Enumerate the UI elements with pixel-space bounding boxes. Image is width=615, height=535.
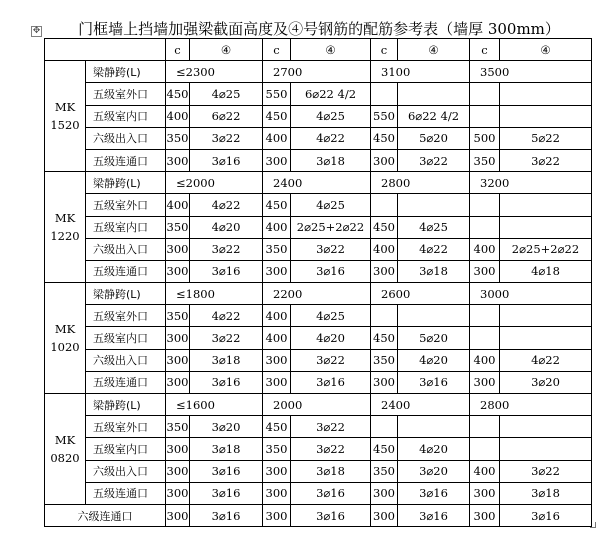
table-cell: 300 [263,260,291,282]
table-cell: 300 [166,460,190,482]
table-row [45,149,592,171]
table-cell [470,305,500,327]
span-label: 梁静跨(L) [86,283,166,305]
table-cell: 300 [263,371,291,393]
table-cell: 4⌀22 [291,127,371,149]
table-cell: 4⌀25 [291,305,371,327]
span-value: 2600 [371,283,470,305]
table-cell: 3⌀16 [190,260,263,282]
table-cell: 350 [166,127,190,149]
table-cell: 3⌀16 [291,260,371,282]
table-cell: 350 [263,238,291,260]
table-row [45,438,592,460]
table-cell: 3⌀22 [291,416,371,438]
table-cell [371,194,398,216]
table-cell: 300 [166,238,190,260]
table-cell: 4⌀18 [500,260,592,282]
span-value: ≤2300 [166,61,263,83]
table-cell: 450 [263,416,291,438]
table-cell: 450 [263,194,291,216]
table-cell: 4⌀22 [190,194,263,216]
table-cell: 450 [371,216,398,238]
table-cell: 3⌀16 [190,149,263,171]
span-value: 2800 [371,172,470,194]
table-cell: 4⌀25 [291,194,371,216]
table-cell: 300 [263,482,291,504]
table-cell: 3⌀16 [190,371,263,393]
table-cell: 4⌀20 [398,438,470,460]
table-cell: 350 [371,349,398,371]
table-row [45,327,592,349]
span-value: ≤1800 [166,283,263,305]
row-label: 五级室外口 [86,305,166,327]
table-cell: 350 [263,438,291,460]
table-cell [500,105,592,127]
table-cell [500,83,592,105]
table-cell: 3⌀22 [500,460,592,482]
row-label: 五级室外口 [86,83,166,105]
table-cell: 300 [371,482,398,504]
header-cell: ④ [398,39,470,61]
table-cell [470,327,500,349]
door-type-code: MK [54,432,76,447]
table-cell: 400 [263,327,291,349]
table-cell [371,416,398,438]
table-row [45,305,592,327]
row-label: 五级连通口 [86,260,166,282]
table-cell: 300 [166,349,190,371]
table-cell: 3⌀20 [398,460,470,482]
table-cell [500,216,592,238]
table-cell: 400 [470,238,500,260]
table-cell: 3⌀16 [500,504,592,526]
table-cell: 3⌀22 [190,238,263,260]
table-row [45,216,592,238]
table-cell: 350 [166,216,190,238]
table-cell [470,105,500,127]
table-cell: 3⌀16 [398,482,470,504]
table-cell: 4⌀25 [291,105,371,127]
door-type-size: 1220 [50,229,80,244]
table-cell: 300 [166,371,190,393]
table-cell: 400 [263,305,291,327]
span-label: 梁静跨(L) [86,61,166,83]
table-cell: 400 [263,216,291,238]
table-cell: 300 [263,149,291,171]
table-cell: 450 [371,327,398,349]
door-type-size: 0820 [50,450,80,465]
span-value: 3000 [470,283,592,305]
door-type-cell [45,172,86,283]
table-cell: 3⌀18 [190,349,263,371]
table-cell: 500 [470,127,500,149]
span-row [45,172,592,194]
table-cell: 550 [371,105,398,127]
door-type-cell [45,394,86,505]
table-cell: 300 [371,371,398,393]
header-cell: ④ [291,39,371,61]
header-cell: ④ [190,39,263,61]
table-cell: 3⌀22 [398,149,470,171]
table-cell [500,327,592,349]
move-handle-icon[interactable]: ✥ [32,26,41,36]
table-cell: 300 [263,504,291,526]
span-value: 2400 [263,172,371,194]
row-label: 五级室内口 [86,438,166,460]
span-value: ≤2000 [166,172,263,194]
table-cell: 300 [166,438,190,460]
table-cell: 3⌀16 [291,482,371,504]
table-row [45,349,592,371]
table-cell: 4⌀22 [398,238,470,260]
span-value: 2800 [470,394,592,416]
table-title: 门框墙上挡墙加强梁截面高度及④号钢筋的配筋参考表（墙厚 300mm） [78,20,560,38]
table-cell: 300 [470,504,500,526]
table-row [45,83,592,105]
table-cell: 5⌀22 [500,127,592,149]
table-cell: 4⌀20 [291,327,371,349]
reinforcement-table [44,38,592,527]
table-cell: 5⌀20 [398,127,470,149]
table-cell [398,305,470,327]
footer-label: 六级连通口 [45,504,166,526]
table-cell: 3⌀16 [398,504,470,526]
table-cell: 300 [470,371,500,393]
table-cell: 4⌀22 [190,305,263,327]
table-cell: 300 [371,149,398,171]
table-cell: 300 [470,260,500,282]
table-cell: 400 [263,127,291,149]
row-label: 五级室内口 [86,216,166,238]
header-cell: c [263,39,291,61]
span-value: 2400 [371,394,470,416]
table-cell: 400 [371,238,398,260]
row-label: 五级室内口 [86,105,166,127]
table-cell [470,194,500,216]
header-cell: c [470,39,500,61]
header-corner [45,39,166,61]
table-cell: 3⌀18 [190,438,263,460]
span-label: 梁静跨(L) [86,394,166,416]
table-cell [470,216,500,238]
header-cell: ④ [500,39,592,61]
table-cell: 3⌀22 [291,238,371,260]
table-cell [371,305,398,327]
row-label: 五级连通口 [86,482,166,504]
table-cell: 3⌀22 [291,349,371,371]
span-value: ≤1600 [166,394,263,416]
table-cell: 3⌀18 [291,460,371,482]
table-cell: 3⌀22 [190,327,263,349]
table-cell: 4⌀20 [398,349,470,371]
table-cell: 300 [263,460,291,482]
table-cell: 3⌀16 [190,482,263,504]
door-type-size: 1020 [50,340,80,355]
row-label: 六级出入口 [86,127,166,149]
table-cell: 450 [371,127,398,149]
table-cell: 4⌀20 [190,216,263,238]
table-cell: 550 [263,83,291,105]
table-row [45,371,592,393]
table-cell [470,83,500,105]
table-cell: 400 [166,105,190,127]
table-row [45,105,592,127]
table-row [45,260,592,282]
door-type-size: 1520 [50,118,80,133]
table-cell: 400 [166,194,190,216]
table-cell: 4⌀25 [398,216,470,238]
table-row [45,460,592,482]
table-cell: 3⌀18 [398,260,470,282]
table-cell [500,438,592,460]
footer-row [45,504,592,526]
table-cell: 300 [371,260,398,282]
span-value: 3500 [470,61,592,83]
span-value: 3200 [470,172,592,194]
span-row [45,394,592,416]
table-cell: 3⌀20 [190,416,263,438]
span-value: 2000 [263,394,371,416]
table-cell: 400 [470,349,500,371]
table-cell: 3⌀22 [190,127,263,149]
table-cell: 450 [371,438,398,460]
table-cell: 2⌀25+2⌀22 [291,216,371,238]
door-type-cell [45,61,86,172]
table-cell: 2⌀25+2⌀22 [500,238,592,260]
table-row [45,238,592,260]
end-of-table-mark [590,522,596,528]
table-cell [500,305,592,327]
header-row [45,39,592,61]
table-cell: 350 [371,460,398,482]
table-cell [470,416,500,438]
row-label: 六级出入口 [86,349,166,371]
span-row [45,283,592,305]
table-cell: 3⌀16 [398,371,470,393]
door-type-code: MK [54,211,76,226]
header-cell: c [166,39,190,61]
table-cell: 450 [263,105,291,127]
row-label: 五级室外口 [86,416,166,438]
table-cell: 300 [470,482,500,504]
table-cell: 6⌀22 [190,105,263,127]
row-label: 五级连通口 [86,149,166,171]
table-cell: 300 [166,260,190,282]
table-cell: 3⌀20 [500,371,592,393]
span-value: 2200 [263,283,371,305]
table-row [45,127,592,149]
table-cell: 4⌀22 [500,349,592,371]
table-cell [398,83,470,105]
row-label: 五级连通口 [86,371,166,393]
table-cell: 3⌀18 [291,149,371,171]
table-cell: 4⌀25 [190,83,263,105]
row-label: 五级室内口 [86,327,166,349]
span-value: 3100 [371,61,470,83]
table-cell: 300 [263,349,291,371]
table-cell: 350 [166,305,190,327]
table-cell: 400 [470,460,500,482]
table-cell: 3⌀16 [291,504,371,526]
table-cell: 450 [166,83,190,105]
table-row [45,482,592,504]
table-cell [371,83,398,105]
table-cell: 300 [166,149,190,171]
row-label: 六级出入口 [86,238,166,260]
table-cell: 3⌀16 [190,460,263,482]
door-type-cell [45,283,86,394]
table-cell [500,194,592,216]
table-cell [398,194,470,216]
span-value: 2700 [263,61,371,83]
table-cell: 300 [166,482,190,504]
door-type-code: MK [54,322,76,337]
door-type-code: MK [54,100,76,115]
table-cell: 5⌀20 [398,327,470,349]
table-cell: 3⌀18 [500,482,592,504]
header-cell: c [371,39,398,61]
table-cell: 3⌀16 [190,504,263,526]
table-cell: 3⌀16 [291,371,371,393]
table-cell: 6⌀22 4/2 [291,83,371,105]
table-cell: 300 [166,327,190,349]
table-cell: 3⌀22 [500,149,592,171]
span-label: 梁静跨(L) [86,172,166,194]
table-cell: 350 [470,149,500,171]
table-cell: 6⌀22 4/2 [398,105,470,127]
table-row [45,194,592,216]
table-cell [500,416,592,438]
table-cell [470,438,500,460]
row-label: 五级室外口 [86,194,166,216]
row-label: 六级出入口 [86,460,166,482]
table-cell: 300 [166,504,190,526]
table-cell: 3⌀22 [291,438,371,460]
table-cell: 300 [371,504,398,526]
table-cell: 350 [166,416,190,438]
table-cell [398,416,470,438]
span-row [45,61,592,83]
table-row [45,416,592,438]
